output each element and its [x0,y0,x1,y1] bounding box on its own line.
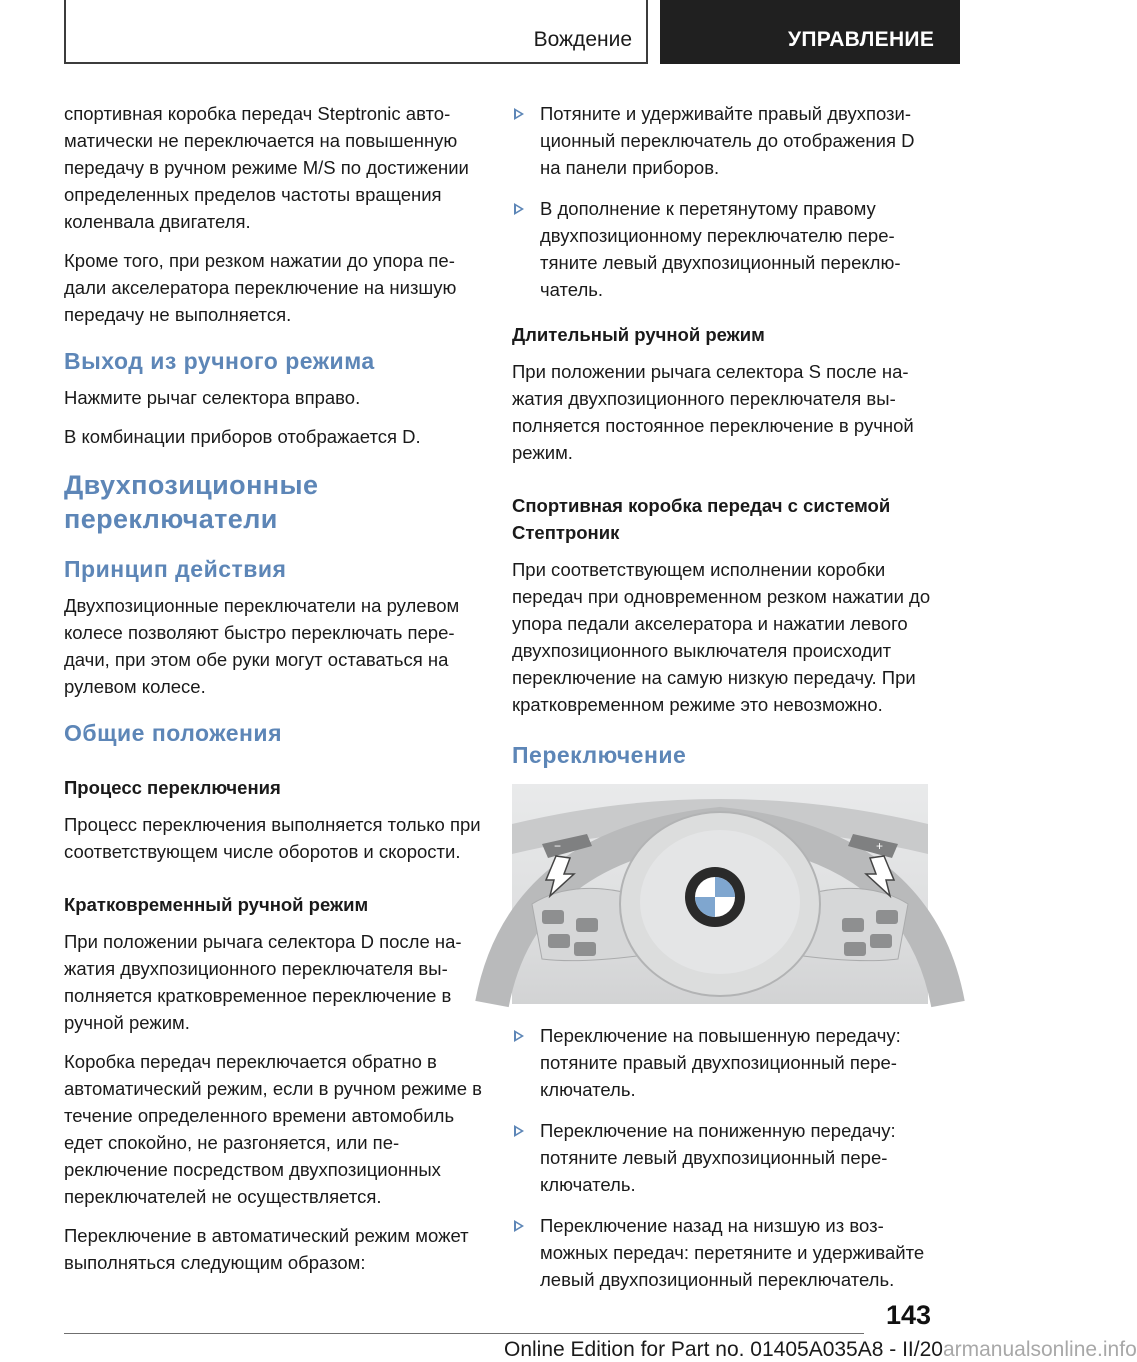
heading-paddle-shifters: Двухпозиционные переключатели [64,470,319,534]
footer-divider [64,1333,864,1334]
list-item: В дополнение к перетянутому правому двухпозиционному переключателю перетяните левый двухпозиционный переключатель. [512,195,932,303]
paragraph: Процесс переключения выполняется только при соответствующем числе оборотов и скорости. [64,814,481,862]
heading-exit-manual: Выход из ручного режима [64,348,375,374]
steering-wheel-illustration [512,784,928,1004]
header-chapter-tab [660,0,960,64]
svg-text:−: − [554,839,562,853]
subheading-process: Процесс переключения [64,777,281,798]
step-list [512,100,932,303]
right-column [512,100,932,1307]
header-section-tab [64,0,648,64]
heading-principle: Принцип действия [64,556,287,582]
steering-wheel-icon [512,784,928,1004]
watermark: armanualsonline.info [942,1338,1137,1361]
paragraph: Переключение в автоматический режим может выполняться следующим образом: [64,1225,469,1273]
paragraph: В комбинации приборов отображается D. [64,426,421,447]
paragraph: При положении рычага селектора D после нажатия двухпозиционного переключателя выполняется кратковременное переключение в ручной режим. [64,931,462,1033]
paragraph: При соответствующем исполнении коробки передач при одновременном резком нажатии до упора педали акселератора и нажатии левого двухпозиционного выключателя происходит переключение на самую низкую передачу. При кратковременном режиме это невозможно. [512,559,931,715]
page-number: 143 [886,1300,932,1330]
header-section-label: Вождение [533,28,632,51]
edition-text: Online Edition for Part no. 01405A035A8 - II/20 [504,1338,943,1361]
subheading-short-manual: Кратковременный ручной режим [64,894,369,915]
list-item: Переключение на пониженную передачу: потяните левый двухпозиционный переключатель. [512,1117,932,1198]
paragraph: спортивная коробка передач Steptronic автоматически не переключается на повышенную передачу в ручном режиме M/S по достижении определенных пределов частоты вращения коленвала двигателя. [64,103,469,232]
paragraph: Коробка передач переключается обратно в автоматический режим, если в ручном режиме в течение определенного времени автомобиль едет спокойно, не разгоняется, или переключение посредством двухпозиционных переключателей не осуществляется. [64,1051,482,1207]
list-item: Переключение назад на низшую из возможных передач: перетяните и удерживайте левый двухпозиционный переключатель. [512,1212,932,1293]
paragraph: При положении рычага селектора S после нажатия двухпозиционного переключателя выполняется постоянное переключение в ручной режим. [512,361,914,463]
left-column [64,100,484,1288]
step-list [512,1022,932,1293]
svg-text:+: + [876,839,884,853]
bullet-triangle-icon [514,203,524,215]
paragraph: Двухпозиционные переключатели на рулевом колесе позволяют быстро переключать передачи, при этом обе руки могут оставаться на рулевом колесе. [64,595,460,697]
paragraph: Нажмите рычаг селектора вправо. [64,387,361,408]
subheading-long-manual: Длительный ручной режим [512,324,765,345]
edition-footer [504,1338,1137,1362]
list-item: Потяните и удерживайте правый двухпозиционный переключатель до отображения D на панели приборов. [512,100,932,181]
heading-general: Общие положения [64,720,282,746]
heading-shifting: Переключение [512,742,687,768]
subheading-sport-steptronic: Спортивная коробка передач с системой Стептроник [512,495,891,543]
paragraph: Кроме того, при резком нажатии до упора педали акселератора переключение на низшую передачу не выполняется. [64,250,457,325]
bullet-triangle-icon [514,1030,524,1042]
header-chapter-label: УПРАВЛЕНИЕ [788,28,935,51]
list-item: Переключение на повышенную передачу: потяните правый двухпозиционный переключатель. [512,1022,932,1103]
bullet-triangle-icon [514,1125,524,1137]
bullet-triangle-icon [514,108,524,120]
bullet-triangle-icon [514,1220,524,1232]
